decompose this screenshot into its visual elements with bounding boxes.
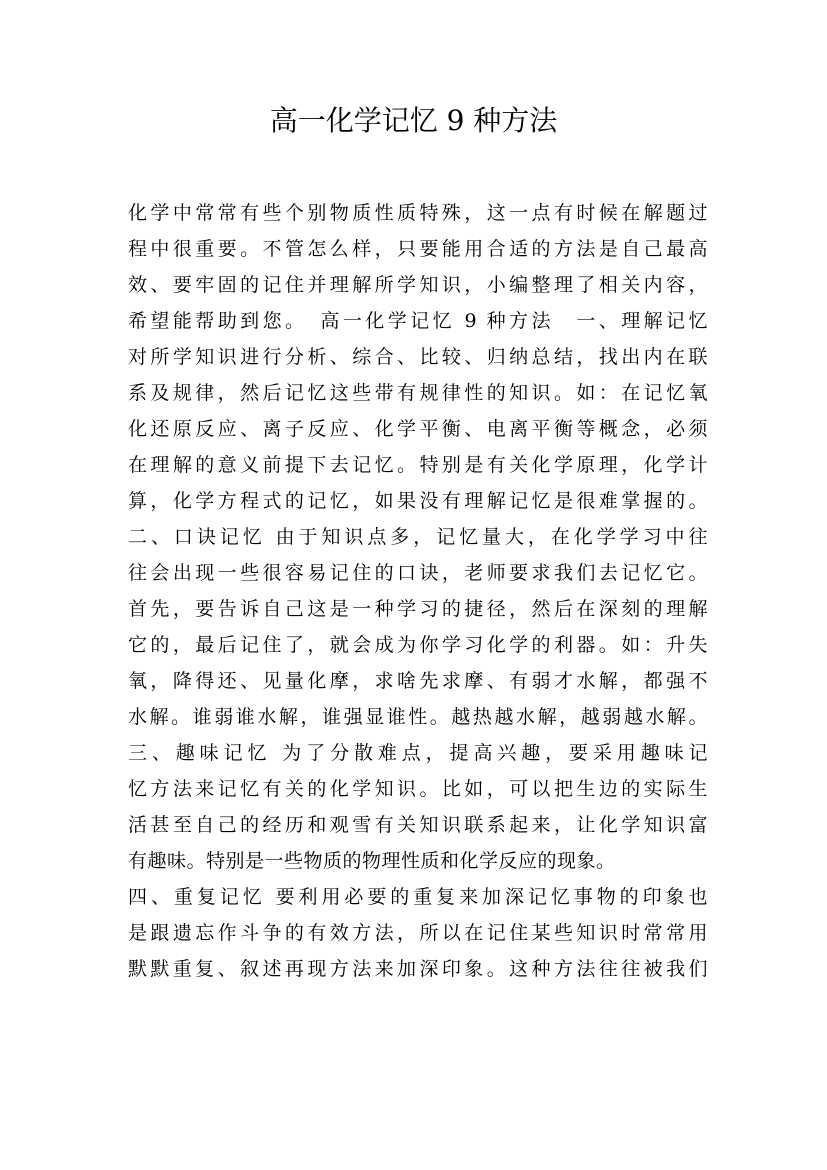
text-line: 算，化学方程式的记忆，如果没有理解记忆是很难掌握的。 (128, 490, 708, 512)
text-line: 默默重复、叙述再现方法来加深印象。这种方法往往被我们 (128, 958, 708, 980)
text-line: 对所学知识进行分析、综合、比较、归纳总结，找出内在联 (128, 346, 708, 368)
text-line: 希望能帮助到您。 高一化学记忆 9 种方法 一、理解记忆 (128, 310, 708, 332)
text-line: 氧，降得还、见量化摩，求啥先求摩、有弱才水解，都强不 (128, 670, 708, 692)
text-line: 水解。谁弱谁水解，谁强显谁性。越热越水解，越弱越水解。 (128, 706, 708, 728)
text-line: 它的，最后记住了，就会成为你学习化学的利器。如：升失 (128, 634, 708, 656)
text-line: 系及规律，然后记忆这些带有规律性的知识。如：在记忆氧 (128, 382, 708, 404)
text-line: 效、要牢固的记住并理解所学知识，小编整理了相关内容， (128, 274, 708, 296)
text-line: 二、口诀记忆 由于知识点多，记忆量大，在化学学习中往 (128, 526, 708, 548)
text-line: 化学中常常有些个别物质性质特殊，这一点有时候在解题过 (128, 202, 708, 224)
text-line: 忆方法来记忆有关的化学知识。比如，可以把生边的实际生 (128, 778, 708, 800)
text-line: 化还原反应、离子反应、化学平衡、电离平衡等概念，必须 (128, 418, 708, 440)
text-line: 四、重复记忆 要利用必要的重复来加深记忆事物的印象也 (128, 886, 708, 908)
text-line: 程中很重要。不管怎么样，只要能用合适的方法是自己最高 (128, 238, 708, 260)
text-line: 在理解的意义前提下去记忆。特别是有关化学原理，化学计 (128, 454, 708, 476)
text-line: 是跟遗忘作斗争的有效方法，所以在记住某些知识时常常用 (128, 922, 708, 944)
text-line: 首先，要告诉自己这是一种学习的捷径，然后在深刻的理解 (128, 598, 708, 620)
document-title: 高一化学记忆 9 种方法 (269, 104, 558, 137)
text-line: 活甚至自己的经历和观雪有关知识联系起来，让化学知识富 (128, 814, 708, 836)
text-line: 有趣味。特别是一些物质的物理性质和化学反应的现象。 (128, 850, 616, 872)
text-line: 往会出现一些很容易记住的口诀，老师要求我们去记忆它。 (128, 562, 708, 584)
text-line: 三、趣味记忆 为了分散难点，提高兴趣，要采用趣味记 (128, 742, 708, 764)
